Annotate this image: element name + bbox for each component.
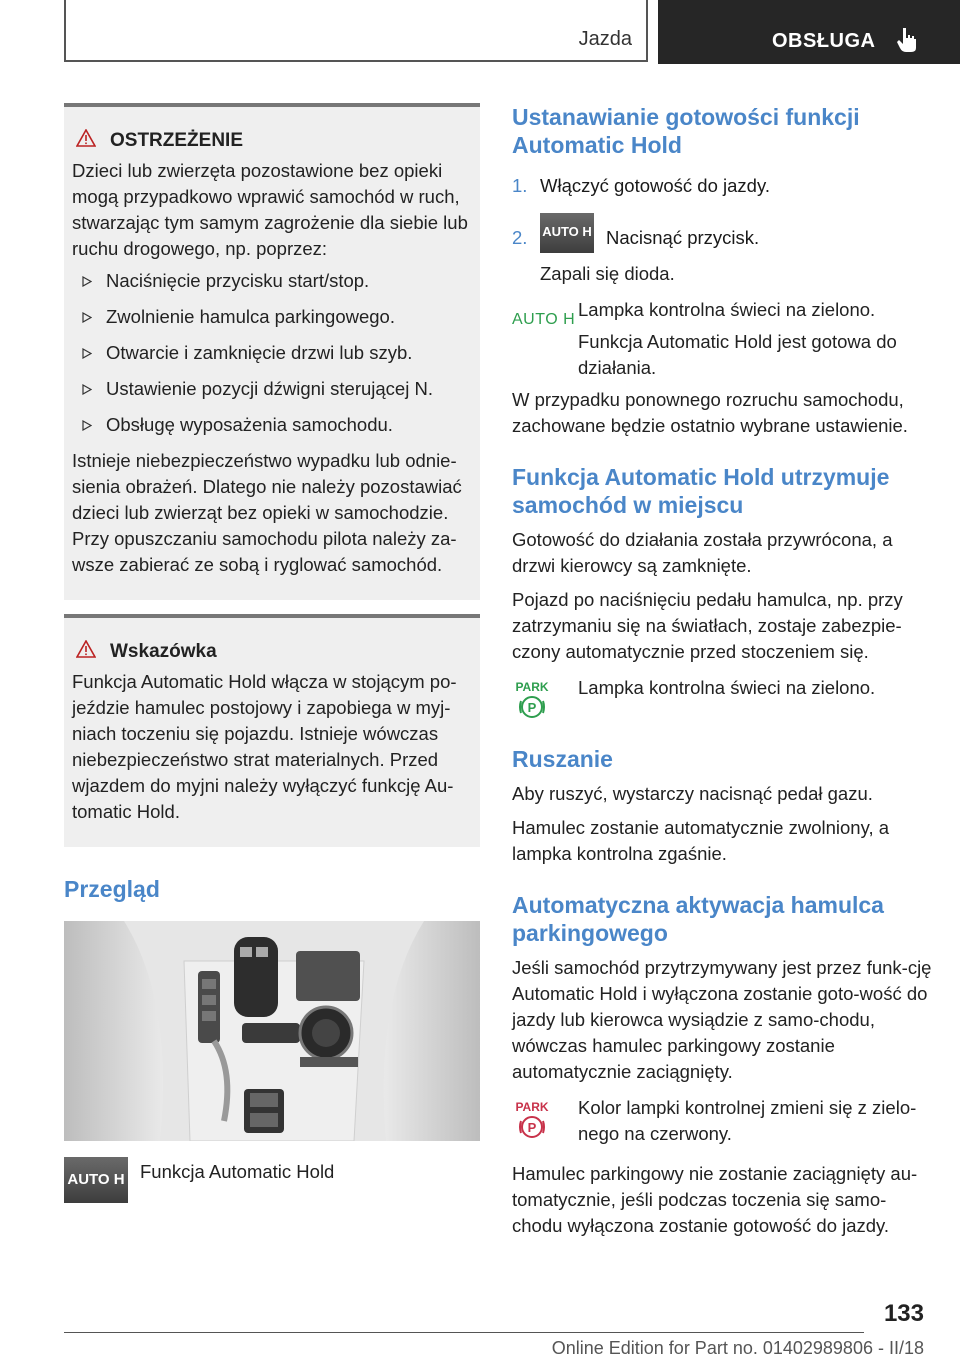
bullet-triangle-icon	[82, 312, 92, 323]
svg-text:P: P	[527, 1120, 537, 1135]
step-text: Nacisnąć przycisk.	[606, 227, 760, 248]
auto-h-caption: Funkcja Automatic Hold	[140, 1161, 335, 1182]
warning-header	[76, 129, 472, 152]
bullet-triangle-icon	[82, 384, 92, 395]
hold-paragraph: Pojazd po naciśnięciu pedału hamulca, np. przy zatrzymaniu się na światłach, zostaje zabezpie-czony automatycznie przed stoczeniem się.	[512, 589, 903, 662]
lamp-text: Lampka kontrolna świeci na zielono.	[578, 299, 876, 320]
note-title: Wskazówka	[110, 640, 217, 662]
page-header	[64, 0, 960, 66]
note-header	[76, 640, 472, 663]
restart-note: W przypadku ponownego rozruchu samochodu, zachowane będzie ostatnio wybrane ustawienie.	[512, 389, 908, 436]
step-text: Włączyć gotowość do jazdy.	[540, 175, 770, 196]
auto-h-lamp-icon: AUTO H	[512, 311, 576, 328]
hand-pointer-icon	[894, 26, 920, 59]
header-section-tab	[658, 0, 960, 64]
warning-list	[72, 268, 472, 438]
lamp-text: Funkcja Automatic Hold jest gotowa do działania.	[578, 331, 897, 378]
edition-text: Online Edition for Part no. 01402989806 - II/18	[551, 1338, 924, 1358]
page-number: 133	[883, 1300, 924, 1327]
list-item: Otwarcie i zamknięcie drzwi lub szyb.	[72, 340, 472, 366]
park-red-lamp-icon	[512, 1095, 578, 1141]
warning-box	[64, 103, 480, 600]
auto-h-button-icon: AUTO H	[540, 213, 594, 253]
warning-title: OSTRZEŻENIE	[110, 129, 244, 151]
note-box	[64, 614, 480, 847]
auto-paragraph: Jeśli samochód przytrzymywany jest przez funk-cję Automatic Hold i wyłączona zostanie goto-wość do jazdy lub kierowca wysiądzie z samo-chodu, wówczas hamulec parkingowy zostanie automatycznie zaciągnięty.	[512, 957, 932, 1082]
section-title: OBSŁUGA	[772, 30, 876, 52]
chapter-title: Jazda	[578, 28, 632, 50]
list-item: Zwolnienie hamulca parkingowego.	[72, 304, 472, 330]
hold-heading: Funkcja Automatic Hold utrzymuje samochód w miejscu	[512, 464, 890, 518]
header-chapter-tab	[64, 0, 648, 62]
left-column	[64, 103, 480, 1203]
step-number: 2.	[512, 227, 528, 248]
step-number: 1.	[512, 175, 528, 196]
warning-triangle-icon	[76, 129, 96, 152]
setup-heading: Ustanawianie gotowości funkcji Automatic Hold	[512, 104, 860, 158]
start-paragraph: Aby ruszyć, wystarczy nacisnąć pedał gazu.	[512, 783, 873, 804]
auto-h-button-icon: AUTO H	[64, 1157, 128, 1203]
warning-intro: Dzieci lub zwierzęta pozostawione bez opieki mogą przypadkowo wprawić samochód w ruch, stwarzając tym samym zagrożenie dla siebie lub ruchu drogowego, np. poprzez:	[72, 160, 468, 259]
list-item: Ustawienie pozycji dźwigni sterującej N.	[72, 376, 472, 402]
start-heading: Ruszanie	[512, 746, 613, 772]
svg-text:P: P	[527, 700, 537, 715]
auto-paragraph: Hamulec parkingowy nie zostanie zaciągnięty au-tomatycznie, jeśli podczas toczenia się samo-chodu wyłączona zostanie gotowość do jazdy.	[512, 1163, 918, 1236]
lamp-text: Lampka kontrolna świeci na zielono.	[578, 677, 876, 698]
lamp-text: Kolor lampki kontrolnej zmieni się z zielo-nego na czerwony.	[578, 1097, 917, 1144]
overview-heading: Przegląd	[64, 876, 160, 902]
park-green-lamp-row	[512, 675, 932, 721]
warning-outro: Istnieje niebezpieczeństwo wypadku lub odnie-sienia obrażeń. Dlatego nie należy pozostawiać dzieci lub zwierząt bez opieki w samochodzie. Przy opuszczaniu samochodu pilota należy za-wsze zabierać ze sobą i ryglować samochód.	[72, 450, 462, 575]
auto-h-lamp-row	[512, 297, 932, 387]
auto-h-legend	[64, 1157, 480, 1203]
note-text: Funkcja Automatic Hold włącza w stojącym po-jeździe hamulec postojowy i zapobiega w myj-niach toczeniu się pojazdu. Istnieje wówczas niebezpieczeństwo strat materialnych. Przed wjazdem do myjni należy wyłączyć funkcję Au-tomatic Hold.	[72, 671, 457, 822]
park-green-lamp-icon	[512, 675, 578, 721]
center-console-photo	[64, 921, 480, 1141]
step-2	[512, 213, 932, 253]
warning-triangle-icon	[76, 640, 96, 663]
footer-divider	[64, 1332, 864, 1333]
bullet-triangle-icon	[82, 420, 92, 431]
step-result: Zapali się dioda.	[540, 263, 675, 284]
svg-text:PARK: PARK	[515, 680, 549, 694]
hold-paragraph: Gotowość do działania została przywrócona, a drzwi kierowcy są zamknięte.	[512, 529, 893, 576]
right-column	[512, 103, 932, 1239]
list-item: Obsługę wyposażenia samochodu.	[72, 412, 472, 438]
park-red-lamp-row	[512, 1095, 932, 1153]
auto-heading: Automatyczna aktywacja hamulca parkingowego	[512, 892, 884, 946]
bullet-triangle-icon	[82, 276, 92, 287]
svg-text:PARK: PARK	[515, 1100, 549, 1114]
step-1	[512, 173, 932, 199]
list-item: Naciśnięcie przycisku start/stop.	[72, 268, 472, 294]
start-paragraph: Hamulec zostanie automatycznie zwolniony, a lampka kontrolna zgaśnie.	[512, 817, 890, 864]
bullet-triangle-icon	[82, 348, 92, 359]
